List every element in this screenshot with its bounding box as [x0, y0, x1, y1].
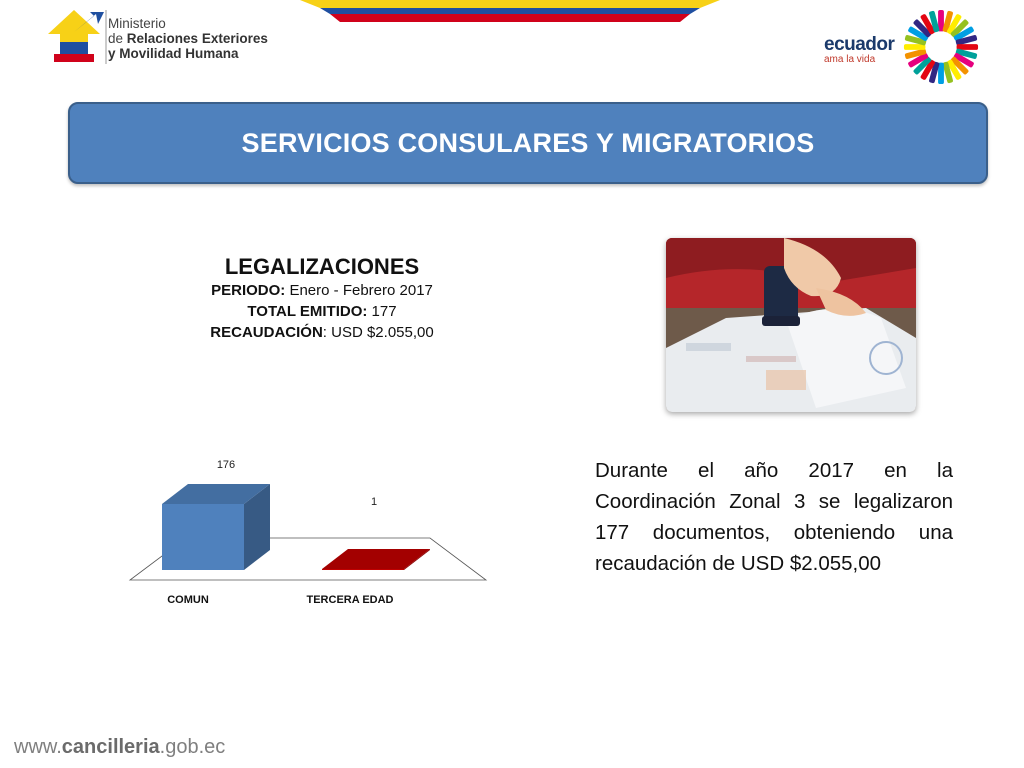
total-label: TOTAL EMITIDO: — [247, 303, 368, 320]
title-banner — [68, 102, 988, 184]
period-value: Enero - Febrero 2017 — [285, 282, 433, 299]
ministry-line1: Ministerio — [108, 16, 166, 31]
revenue-line — [172, 322, 472, 343]
revenue-label: RECAUDACIÓN — [210, 324, 323, 341]
summary-title: LEGALIZACIONES — [224, 254, 420, 279]
total-line — [172, 301, 472, 322]
ministry-line2-prefix: de — [108, 31, 127, 46]
banner-title: SERVICIOS CONSULARES Y MIGRATORIOS — [241, 127, 815, 158]
ecuador-sun-logo-icon — [902, 8, 980, 86]
flag-stripe — [300, 0, 720, 22]
ministry-line2: Relaciones Exteriores — [126, 31, 268, 46]
category-label-1: TERCERA EDAD — [306, 594, 394, 606]
data-label-0: 176 — [216, 459, 236, 471]
footer-url-prefix: www. — [14, 736, 62, 758]
stamp-photo — [666, 238, 916, 412]
revenue-value: : USD $2.055,00 — [322, 324, 434, 341]
bar-tercera-edad — [322, 549, 430, 570]
ecuador-tagline: ama la vida — [824, 54, 876, 65]
legalizations-chart — [100, 450, 500, 620]
bar-comun — [162, 484, 270, 570]
ministry-line3: y Movilidad Humana — [108, 46, 239, 61]
summary-block — [172, 254, 472, 343]
total-value: 177 — [367, 303, 397, 320]
category-label-0: COMUN — [167, 594, 209, 606]
footer-url[interactable] — [14, 736, 225, 759]
data-label-1: 1 — [370, 496, 378, 508]
ecuador-wordmark: ecuador — [824, 34, 895, 55]
period-label: PERIODO: — [211, 282, 286, 299]
footer-url-main: cancilleria — [61, 736, 160, 758]
footer-url-suffix: .gob.ec — [159, 736, 226, 758]
summary-paragraph: Durante el año 2017 en la Coordinación Zonal 3 se legalizaron 177 documentos, obteniendo una recaudación de USD $2.055,00 — [595, 459, 953, 575]
ministry-name — [108, 16, 268, 61]
period-line — [172, 280, 472, 301]
